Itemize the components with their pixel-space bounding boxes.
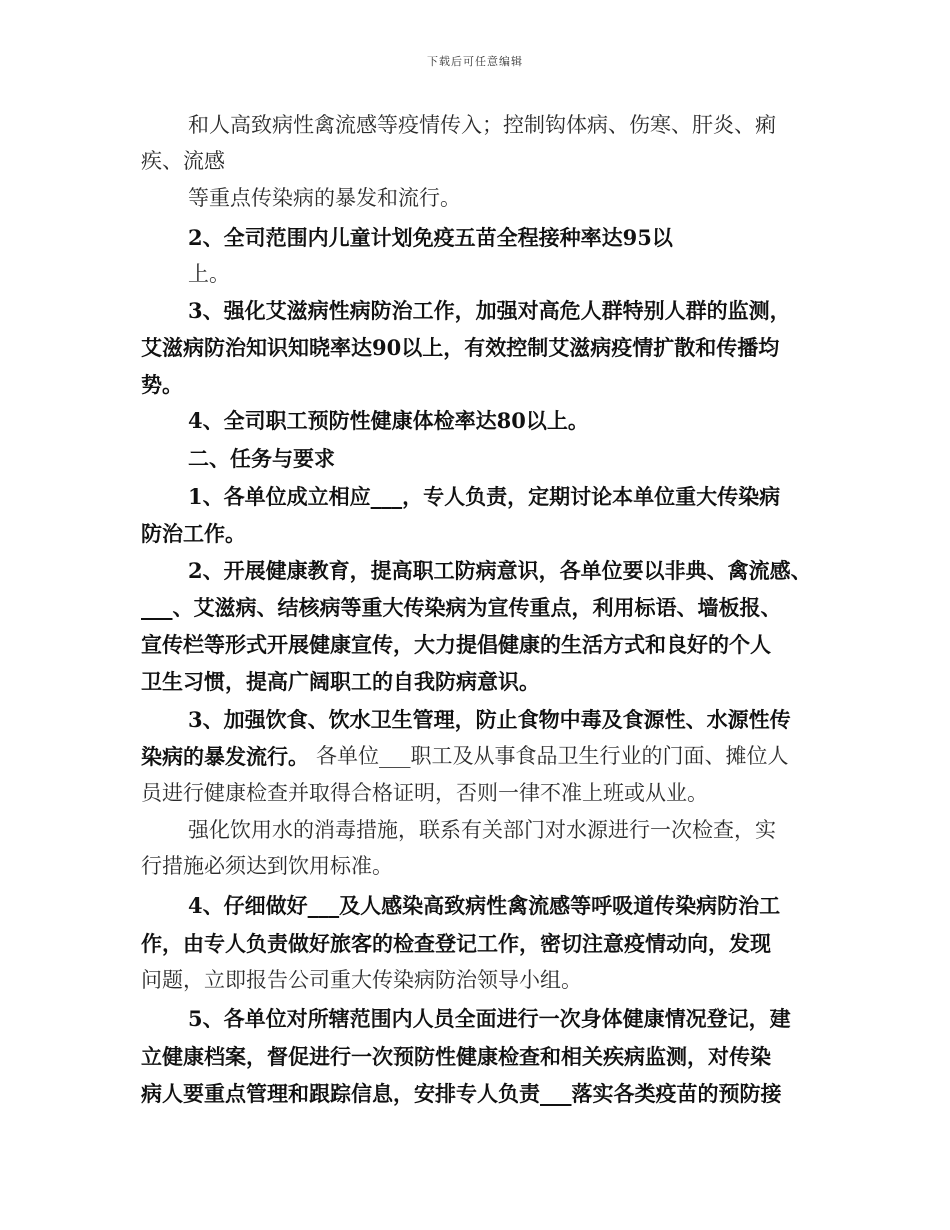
text-line: 5、各单位对所辖范围内人员全面进行一次身体健康情况登记，建 (188, 1006, 791, 1031)
text-line: 员进行健康检查并取得合格证明，否则一律不准上班或从业。 (141, 781, 708, 805)
text-line: 病人要重点管理和跟踪信息，安排专人负责___落实各类疫苗的预防接 (141, 1081, 782, 1106)
text-line: 和人高致病性禽流感等疫情传入；控制钩体病、伤寒、肝炎、痢 (188, 113, 776, 137)
text-line: 上。 (188, 262, 230, 286)
text-line: 1、各单位成立相应___，专人负责，定期讨论本单位重大传染病 (188, 484, 781, 509)
text-line: 艾滋病防治知识知晓率达90以上，有效控制艾滋病疫情扩散和传播均 (141, 335, 780, 360)
text-line: 势。 (141, 372, 183, 397)
text-line: 强化饮用水的消毒措施，联系有关部门对水源进行一次检查，实 (188, 818, 776, 842)
text-line: 问题，立即报告公司重大传染病防治领导小组。 (141, 968, 582, 992)
text-line: 防治工作。 (141, 521, 246, 546)
text-line: ___、艾滋病、结核病等重大传染病为宣传重点，利用标语、墙板报、 (141, 595, 782, 620)
page-header: 下载后可任意编辑 (427, 55, 523, 68)
text-line: 3、强化艾滋病性病防治工作，加强对高危人群特别人群的监测， (188, 298, 791, 323)
text-line: 3、加强饮食、饮水卫生管理，防止食物中毒及食源性、水源性传 (188, 707, 791, 732)
text-line: 2、全司范围内儿童计划免疫五苗全程接种率达95以 (188, 225, 673, 250)
text-line: 4、全司职工预防性健康体检率达80以上。 (188, 408, 589, 433)
text-line: 行措施必须达到饮用标准。 (141, 854, 393, 878)
text-line: 各单位___职工及从事食品卫生行业的门面、摊位人 (316, 744, 789, 768)
text-line: 2、开展健康教育，提高职工防病意识，各单位要以非典、禽流感、 (188, 558, 812, 583)
text-line: 立健康档案，督促进行一次预防性健康检查和相关疾病监测，对传染 (141, 1044, 771, 1069)
section-heading: 二、任务与要求 (188, 446, 335, 471)
text-line: 染病的暴发流行。 (141, 744, 309, 769)
text-line: 疾、流感 (141, 149, 225, 173)
text-line: 等重点传染病的暴发和流行。 (188, 186, 461, 210)
text-line: 4、仔细做好___及人感染高致病性禽流感等呼吸道传染病防治工 (188, 893, 781, 918)
text-line: 作，由专人负责做好旅客的检查登记工作，密切注意疫情动向，发现 (141, 931, 771, 956)
text-line: 卫生习惯，提高广阔职工的自我防病意识。 (141, 669, 540, 694)
text-line: 宣传栏等形式开展健康宣传，大力提倡健康的生活方式和良好的个人 (141, 632, 771, 657)
